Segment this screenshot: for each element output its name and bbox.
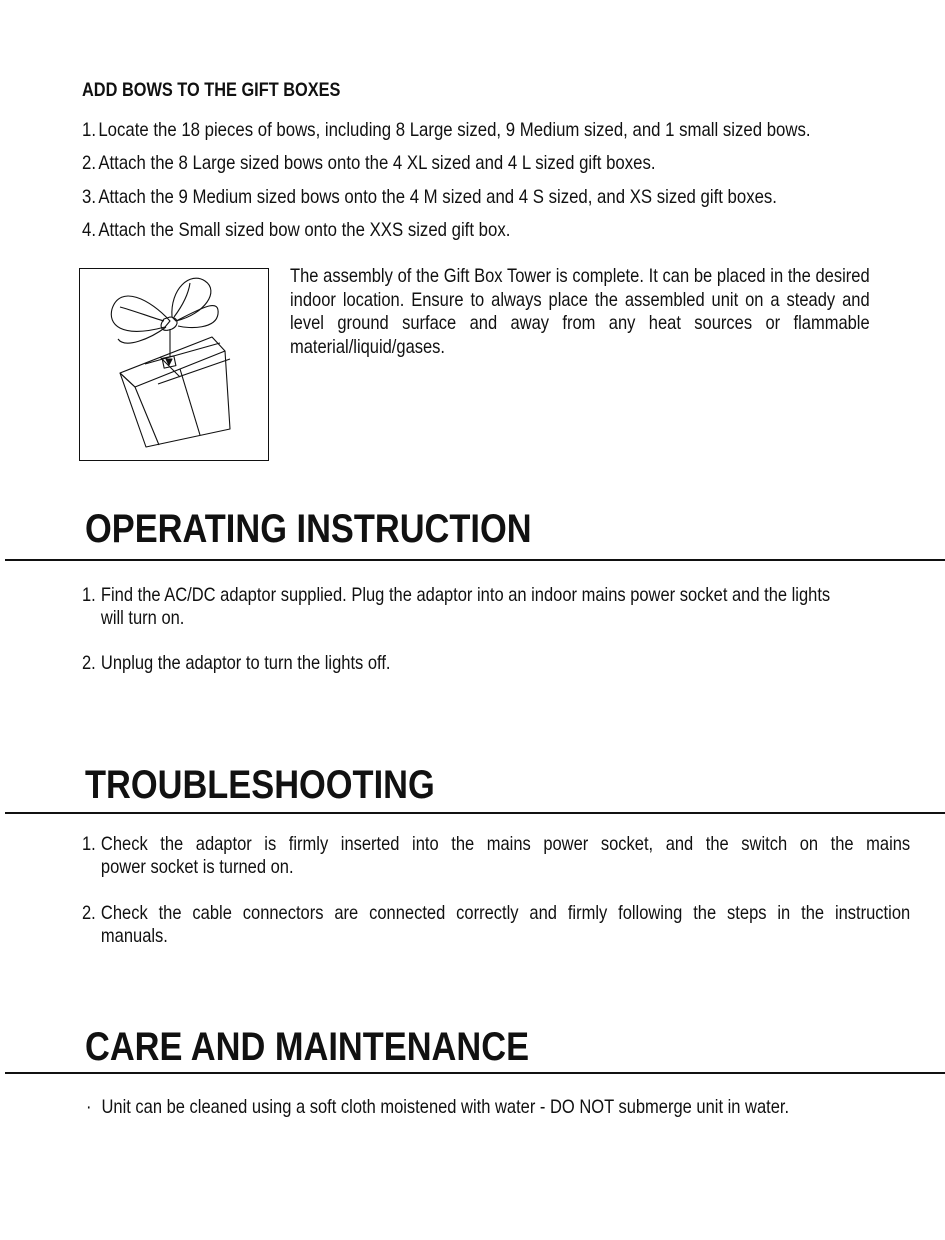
bows-step-3	[82, 186, 777, 209]
care-item	[86, 1096, 914, 1119]
assembly-complete-paragraph: The assembly of the Gift Box Tower is complete. It can be placed in the desired indoor location. Ensure to always place the assembled unit on a steady and level ground surface and away from any heat sources or flammable material/liquid/gases.	[290, 266, 870, 358]
section-divider	[5, 1072, 945, 1074]
troubleshooting-step-1	[82, 833, 910, 879]
gift-box-illustration	[79, 268, 269, 461]
step-text: Attach the 9 Medium sized bows onto the 4 M sized and 4 S sized, and XS sized gift boxes.	[98, 186, 777, 208]
operating-step-2	[82, 652, 910, 675]
operating-step-1	[82, 584, 910, 630]
bows-step-2	[82, 152, 656, 175]
step-number: 2.	[82, 903, 96, 924]
section-divider	[5, 559, 945, 561]
step-text: Attach the Small sized bow onto the XXS sized gift box.	[98, 219, 511, 241]
step-text-continued: power socket is turned on.	[100, 857, 294, 878]
section-divider	[5, 812, 945, 814]
bows-step-4	[82, 219, 510, 242]
step-number: 3.	[82, 186, 96, 208]
step-text: Attach the 8 Large sized bows onto the 4 XL sized and 4 L sized gift boxes.	[98, 152, 656, 174]
step-number: 1.	[82, 119, 96, 141]
bows-section-heading: ADD BOWS TO THE GIFT BOXES	[82, 80, 341, 101]
step-number: 1.	[82, 585, 96, 606]
bows-step-1	[82, 119, 811, 142]
step-number: 1.	[82, 834, 96, 855]
step-text: Find the AC/DC adaptor supplied. Plug the adaptor into an indoor mains power socket and the lights	[100, 585, 831, 606]
troubleshooting-title: TROUBLESHOOTING	[85, 763, 435, 807]
care-text: Unit can be cleaned using a soft cloth moistened with water - DO NOT submerge unit in water.	[101, 1097, 790, 1118]
step-number: 2.	[82, 653, 96, 674]
assembly-complete-text	[290, 265, 870, 359]
gift-box-icon	[80, 269, 268, 460]
step-text: Check the cable connectors are connected correctly and firmly following the steps in the instruction	[100, 903, 911, 924]
operating-instruction-title: OPERATING INSTRUCTION	[85, 507, 532, 551]
step-number: 4.	[82, 219, 96, 241]
step-text-continued: will turn on.	[100, 608, 185, 629]
troubleshooting-step-2	[82, 902, 910, 948]
step-number: 2.	[82, 152, 96, 174]
step-text: Check the adaptor is firmly inserted into the mains power socket, and the switch on the mains	[100, 834, 911, 855]
bullet: ·	[86, 1097, 92, 1118]
step-text: Locate the 18 pieces of bows, including 8 Large sized, 9 Medium sized, and 1 small sized bows.	[98, 119, 811, 141]
step-text: Unplug the adaptor to turn the lights off.	[100, 653, 391, 674]
care-maintenance-title: CARE AND MAINTENANCE	[85, 1025, 530, 1069]
step-text-continued: manuals.	[100, 926, 168, 947]
